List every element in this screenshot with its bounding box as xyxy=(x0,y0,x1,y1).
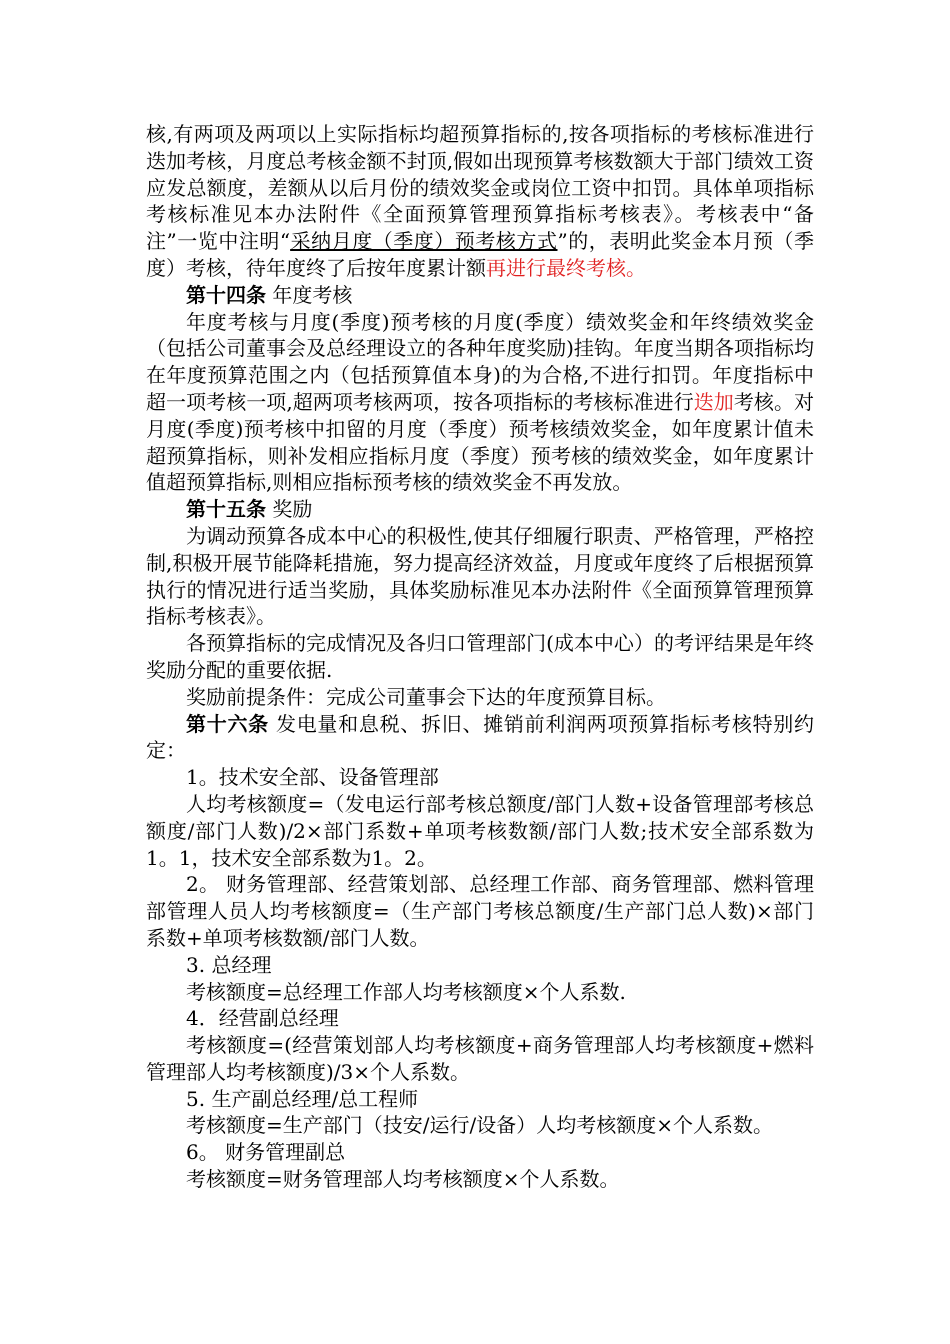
item-6-body: 考核额度=财务管理部人均考核额度×个人系数。 xyxy=(186,1167,620,1192)
item-3-body: 考核额度=总经理工作部人均考核额度×个人系数. xyxy=(186,979,626,1004)
article-title: 奖励 xyxy=(272,497,313,522)
item-5-body: 考核额度=生产部门（技安/运行/设备）人均考核额度×个人系数。 xyxy=(186,1113,773,1138)
item-6-heading: 6。 财务管理副总 xyxy=(186,1140,346,1165)
paragraph-reward-1: 为调动预算各成本中心的积极性,使其仔细履行职责、严格管理，严格控制,积极开展节能降耗措施，努力提高经济效益，月度或年度终了后根据预算执行的情况进行适当奖励，具体奖励标准见本办法附件《全面预算管理预算指标考核表》。 xyxy=(146,523,814,629)
highlighted-phrase: 迭加 xyxy=(693,389,734,414)
article-title: 年度考核 xyxy=(272,282,353,307)
article-heading-16 xyxy=(146,711,814,765)
article-number: 第十四条 xyxy=(186,282,266,307)
item-1-body: 人均考核额度=（发电运行部考核总额度/部门人数+设备管理部考核总额度/部门人数)/2×部门系数+单项考核数额/部门人数;技术安全部系数为1。1，技术安全部系数为1。2。 xyxy=(146,791,814,870)
article-heading-15 xyxy=(146,496,814,523)
item-1-heading: 1。技术安全部、设备管理部 xyxy=(186,765,439,790)
paragraph-reward-2: 各预算指标的完成情况及各归口管理部门(成本中心）的考评结果是年终奖励分配的重要依据. xyxy=(146,631,814,682)
paragraph-annual-assessment xyxy=(146,309,814,497)
paragraph-text: 年度考核与月度(季度)预考核的月度(季度）绩效奖金和年终绩效奖金（包括公司董事会及总经理设立的各种年度奖励)挂钩。年度当期各项指标均在年度预算范围之内（包括预算值本身)的为合格,不进行扣罚。年度指标中超一项考核一项,超两项考核两项，按各项指标的考核标准进行 xyxy=(146,309,814,414)
item-4-heading: 4．经营副总经理 xyxy=(186,1006,339,1031)
underlined-phrase: 采纳月度（季度）预考核方式 xyxy=(290,229,558,254)
item-2: 2。 财务管理部、经营策划部、总经理工作部、商务管理部、燃料管理部管理人员人均考核额度=（生产部门考核总额度/生产部门总人数)×部门系数+单项考核数额/部门人数。 xyxy=(146,872,814,950)
item-3-heading: 3. 总经理 xyxy=(186,952,272,977)
paragraph-text: 考核。对月度(季度)预考核中扣留的月度（季度）预考核绩效奖金，如年度累计值未超预算指标，则补发相应指标月度（季度）预考核的绩效奖金，如年度累计值超预算指标,则相应指标预考核的绩效奖金不再发放。 xyxy=(146,389,815,495)
highlighted-phrase: 再进行最终考核。 xyxy=(486,255,646,280)
item-4-body: 考核额度=(经营策划部人均考核额度+商务管理部人均考核额度+燃料管理部人均考核额度)/3×个人系数。 xyxy=(146,1033,814,1084)
article-title: 发电量和息税、拆旧、摊销前利润两项预算指标考核特别约定： xyxy=(146,711,815,763)
paragraph-reward-3: 奖励前提条件：完成公司董事会下达的年度预算目标。 xyxy=(186,684,666,709)
article-number: 第十六条 xyxy=(186,711,269,736)
paragraph-text: ”的，表明此奖金本月预（季度）考核，待年度终了后按年度累计额 xyxy=(146,229,815,280)
paragraph-text: 核,有两项及两项以上实际指标均超预算指标的,按各项指标的考核标准进行迭加考核，月度总考核金额不封顶,假如出现预算考核数额大于部门绩效工资应发总额度，差额从以后月份的绩效奖金或岗位工资中扣罚。具体单项指标考核标准见本办法附件《全面预算管理预算指标考核表》。考核表中“备注”一览中注明“ xyxy=(146,122,814,254)
item-5-heading: 5. 生产副总经理/总工程师 xyxy=(186,1086,419,1111)
paragraph-continued xyxy=(146,121,814,282)
article-heading-14 xyxy=(146,282,814,309)
document-body xyxy=(146,121,814,1193)
article-number: 第十五条 xyxy=(186,497,266,522)
